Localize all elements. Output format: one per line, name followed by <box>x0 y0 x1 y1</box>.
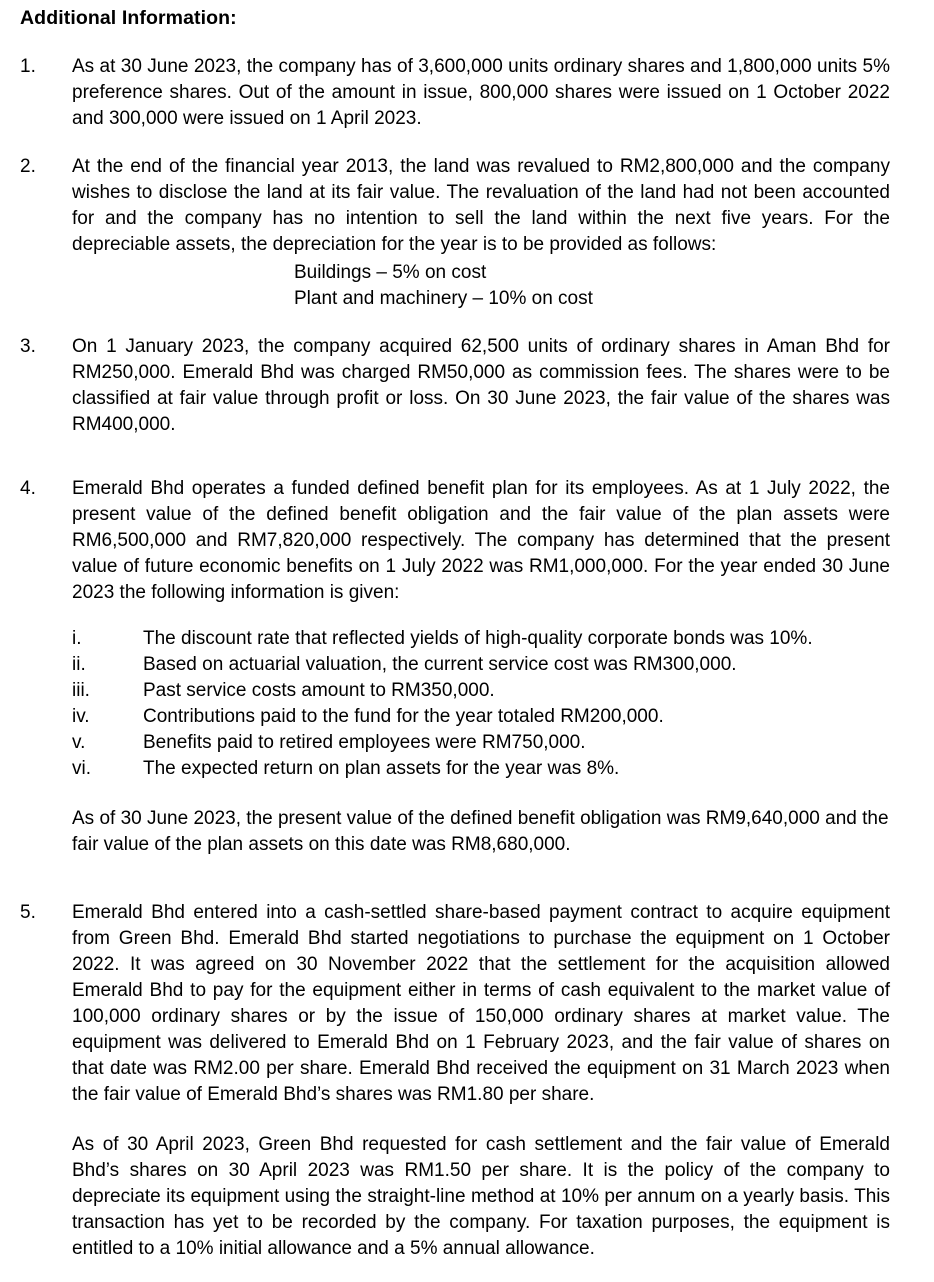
list-item-3 <box>20 334 890 438</box>
list-item-4-closing-paragraph: As of 30 June 2023, the present value of the defined benefit obligation was RM9,640,000 and the fair value of the plan assets on this date was RM8,680,000. <box>72 808 889 856</box>
list-item-2 <box>20 154 890 312</box>
roman-list-item <box>72 730 890 756</box>
depreciation-rates-block <box>72 260 890 312</box>
roman-list-item <box>72 678 890 704</box>
list-item-2-marker: 2. <box>20 155 36 177</box>
roman-list-item-text: Contributions paid to the fund for the year totaled RM200,000. <box>143 706 664 728</box>
list-item-5-paragraph-2: As of 30 April 2023, Green Bhd requested for cash settlement and the fair value of Emerald Bhd’s shares on 30 April 2023 was RM1.50 per share. It is the policy of the company to depreciate its equipment using the straight-line method at 10% per annum on a yearly basis. This transaction has yet to be recorded by the company. For taxation purposes, the equipment is entitled to a 10% initial allowance and a 5% annual allowance. <box>72 1134 890 1260</box>
roman-list-item <box>72 704 890 730</box>
list-item-4-marker: 4. <box>20 477 36 499</box>
roman-list-item-text: The discount rate that reflected yields of high-quality corporate bonds was 10%. <box>143 628 813 650</box>
roman-list-item-text: The expected return on plan assets for the year was 8%. <box>143 758 620 780</box>
roman-list-item <box>72 652 890 678</box>
roman-list-item <box>72 626 890 652</box>
list-item-5 <box>20 900 890 1262</box>
roman-list-item-text: Past service costs amount to RM350,000. <box>143 680 495 702</box>
roman-list-item-marker: vi. <box>72 758 91 780</box>
list-item-1-marker: 1. <box>20 55 36 77</box>
list-item-5-paragraph-1: Emerald Bhd entered into a cash-settled share-based payment contract to acquire equipment from Green Bhd. Emerald Bhd started negotiations to purchase the equipment on 1 October 2022. It was agreed on 30 November 2022 that the settlement for the acquisition allowed Emerald Bhd to pay for the equipment either in terms of cash equivalent to the market value of 100,000 ordinary shares or by the issue of 150,000 ordinary shares at market value. The equipment was delivered to Emerald Bhd on 1 February 2023, and the fair value of shares on that date was RM2.00 per share. Emerald Bhd received the equipment on 31 March 2023 when the fair value of Emerald Bhd’s shares was RM1.80 per share. <box>72 902 890 1106</box>
list-item-3-marker: 3. <box>20 335 36 357</box>
roman-list-item-marker: iv. <box>72 706 90 728</box>
roman-list-item-marker: ii. <box>72 654 86 676</box>
page-title: Additional Information: <box>20 7 237 29</box>
roman-sublist <box>72 626 890 782</box>
roman-list-item-text: Based on actuarial valuation, the current service cost was RM300,000. <box>143 654 737 676</box>
roman-list-item-marker: i. <box>72 628 82 650</box>
list-item-1-paragraph: As at 30 June 2023, the company has of 3,600,000 units ordinary shares and 1,800,000 units 5% preference shares. Out of the amount in issue, 800,000 shares were issued on 1 October 2022 and 300,000 were issued on 1 April 2023. <box>72 55 890 129</box>
roman-list-item-marker: iii. <box>72 680 90 702</box>
list-item-5-marker: 5. <box>20 902 36 924</box>
depreciation-rate-buildings: Buildings – 5% on cost <box>294 261 487 283</box>
list-item-4 <box>20 476 890 858</box>
roman-list-item-text: Benefits paid to retired employees were RM750,000. <box>143 732 586 754</box>
list-item-3-paragraph: On 1 January 2023, the company acquired 62,500 units of ordinary shares in Aman Bhd for RM250,000. Emerald Bhd was charged RM50,000 as commission fees. The shares were to be classified at fair value through profit or loss. On 30 June 2023, the fair value of the shares was RM400,000. <box>72 335 890 435</box>
list-item-4-paragraph: Emerald Bhd operates a funded defined benefit plan for its employees. As at 1 July 2022, the present value of the defined benefit obligation and the fair value of the plan assets were RM6,500,000 and RM7,820,000 respectively. The company has determined that the present value of future economic benefits on 1 July 2022 was RM1,000,000. For the year ended 30 June 2023 the following information is given: <box>72 477 890 603</box>
roman-list-item-marker: v. <box>72 732 86 754</box>
list-item-2-paragraph: At the end of the financial year 2013, the land was revalued to RM2,800,000 and the company wishes to disclose the land at its fair value. The revaluation of the land had not been accounted for and the company has no intention to sell the land within the next five years. For the depreciable assets, the depreciation for the year is to be provided as follows: <box>72 155 890 255</box>
roman-list-item <box>72 756 890 782</box>
depreciation-rate-plant-machinery: Plant and machinery – 10% on cost <box>294 287 593 309</box>
list-item-1 <box>20 54 890 132</box>
